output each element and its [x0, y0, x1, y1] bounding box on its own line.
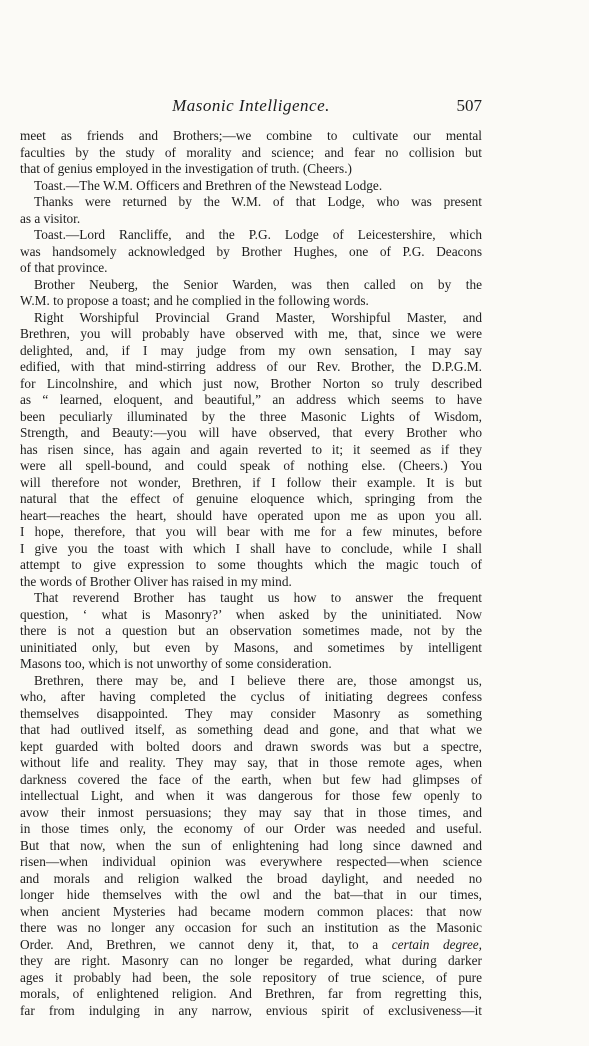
- running-title: Masonic Intelligence.: [172, 96, 330, 115]
- text-line: that of genius employed in the investigation of truth. (Cheers.): [20, 161, 352, 176]
- page-number: 507: [456, 96, 482, 115]
- text-line: has risen since, has again and again reverted to it; it seemed as if they: [20, 441, 482, 457]
- text-line: longer hide themselves with the owl and the bat—that in our times,: [20, 887, 482, 902]
- text-line: as “ learned, eloquent, and beautiful,” an address which seems to have: [20, 392, 482, 407]
- text-line: and morals and religion walked the broad daylight, and needed no: [20, 870, 482, 886]
- text-line: avow their inmost persuasions; they may say that in those times, and: [20, 804, 482, 820]
- text-line: faculties by the study of morality and science; and fear no collision but: [20, 144, 482, 160]
- text-line: of that province.: [20, 260, 108, 275]
- body-text: [20, 128, 482, 1019]
- text-line: Brethren, there may be, and I believe there are, those amongst us,: [34, 672, 482, 688]
- text-line: for Lincolnshire, and which just now, Brother Norton so truly described: [20, 375, 482, 391]
- text-line: Toast.—Lord Rancliffe, and the P.G. Lodge of Leicestershire, which: [34, 227, 482, 242]
- text-line: I hope, therefore, that you will bear with me for a few minutes, before: [20, 524, 482, 539]
- text-line: morals, of enlightened religion. And Brethren, far from regretting this,: [20, 986, 482, 1001]
- text-line: will therefore not wonder, Brethren, if I follow their example. It is but: [20, 474, 482, 490]
- text-line: Brethren, you will probably have observed with me, that, since we were: [20, 326, 482, 341]
- text-line: heart—reaches the heart, should have operated upon me as upon you all.: [20, 507, 482, 523]
- text-line: I give you the toast with which I shall have to conclude, while I shall: [20, 540, 482, 556]
- text-line: the words of Brother Oliver has raised in my mind.: [20, 573, 292, 589]
- text-line: uninitiated only, but even by Masons, and sometimes by intelligent: [20, 639, 482, 655]
- text-line: Order. And, Brethren, we cannot deny it, that, to a certain degree,: [20, 936, 482, 952]
- text-line: that had outlived itself, as something dead and gone, and that what we: [20, 722, 482, 737]
- text-line: in those times only, the economy of our Order was needed and useful.: [20, 821, 482, 836]
- text-line: Masons too, which is not unworthy of some consideration.: [20, 656, 332, 671]
- text-line: Toast.—The W.M. Officers and Brethren of the Newstead Lodge.: [34, 177, 383, 193]
- text-line: when ancient Mysteries had became modern common places: that now: [20, 903, 482, 919]
- text-line: kept guarded with bolted doors and drawn swords was but a spectre,: [20, 738, 482, 754]
- text-line: were all spell-bound, and could speak of nothing else. (Cheers.) You: [20, 458, 482, 473]
- page-header: [20, 96, 482, 118]
- text-line: risen—when individual opinion was everywhere respected—when science: [20, 854, 482, 869]
- text-line: ages it probably had been, the sole repository of true science, of pure: [20, 969, 482, 985]
- text-line: was handsomely acknowledged by Brother Hughes, one of P.G. Deacons: [20, 243, 482, 259]
- text-line: who, after having completed the cyclus of initiating degrees confess: [20, 689, 482, 704]
- text-line: themselves disappointed. They may consider Masonry as something: [20, 705, 482, 721]
- text-line: darkness covered the face of the earth, when but few had glimpses of: [20, 771, 482, 787]
- text-line: natural that the effect of genuine eloquence which, springing from the: [20, 491, 482, 506]
- text-line: Strength, and Beauty:—you will have observed, that every Brother who: [20, 425, 482, 440]
- text-line: without life and reality. They may say, that in those remote ages, when: [20, 755, 482, 770]
- text-line: edified, with that mind-stirring address of our Rev. Brother, the D.P.G.M.: [20, 359, 482, 374]
- text-line: there was no longer any occasion for such an institution as the Masonic: [20, 920, 482, 935]
- text-line: as a visitor.: [20, 210, 81, 226]
- text-line: But that now, when the sun of enlightening had long since dawned and: [20, 837, 482, 853]
- text-line: meet as friends and Brothers;—we combine to cultivate our mental: [20, 128, 482, 143]
- text-line: Right Worshipful Provincial Grand Master, Worshipful Master, and: [34, 309, 482, 325]
- document-page: [20, 96, 482, 1019]
- text-line: delighted, and, if I may judge from my own sensation, I may say: [20, 342, 482, 358]
- text-line: Brother Neuberg, the Senior Warden, was then called on by the: [34, 276, 482, 292]
- text-line: they are right. Masonry can no longer be regarded, what during darker: [20, 953, 482, 968]
- text-line: far from indulging in any narrow, envious spirit of exclusiveness—it: [20, 1002, 482, 1018]
- text-line: there is not a question but an observation sometimes made, not by the: [20, 623, 482, 638]
- text-line: attempt to give expression to some thoughts which the magic touch of: [20, 557, 482, 572]
- text-line: been peculiarly illuminated by the three Masonic Lights of Wisdom,: [20, 408, 482, 424]
- text-line: Thanks were returned by the W.M. of that Lodge, who was present: [34, 194, 482, 209]
- text-line: question, ‘ what is Masonry?’ when asked by the uninitiated. Now: [20, 606, 482, 622]
- text-line: That reverend Brother has taught us how to answer the frequent: [34, 590, 482, 605]
- text-line: intellectual Light, and when it was dangerous for those few openly to: [20, 788, 482, 803]
- text-line: W.M. to propose a toast; and he complied in the following words.: [20, 293, 369, 308]
